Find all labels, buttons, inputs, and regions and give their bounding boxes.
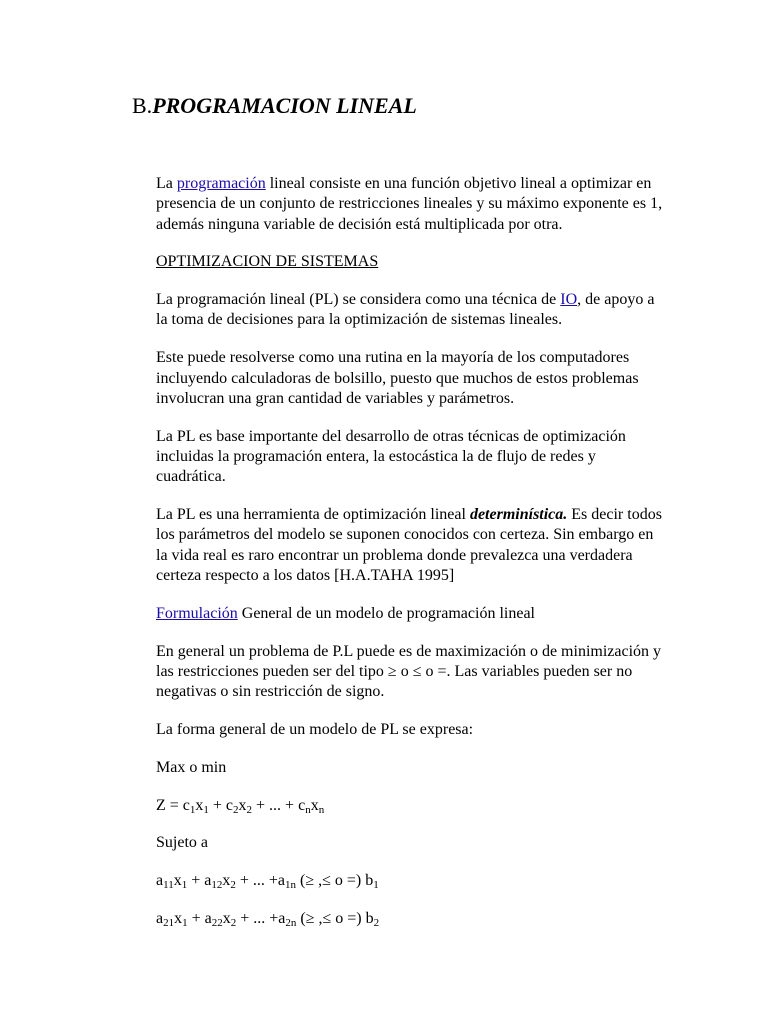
- paragraph-pl-definition: [156, 290, 666, 331]
- paragraph-sujeto-a: Sujeto a: [156, 834, 208, 852]
- formulacion-link[interactable]: Formulación: [156, 604, 238, 622]
- pl-definition-end: , de apoyo a la toma de decisiones para la optimización de sistemas lineales.: [156, 291, 655, 329]
- subsection-title: [156, 252, 666, 272]
- deterministica-emphasis: determinística.: [469, 506, 568, 524]
- paragraph-formulacion: [156, 604, 666, 624]
- programacion-link[interactable]: programación: [176, 175, 266, 192]
- heading-title: PROGRAMACION LINEAL: [152, 93, 417, 118]
- paragraph-general: En general un problema de P.L puede es de maximización o de minimización y las restricciones pueden ser del tipo ≥ o ≤ o =. Las variables pueden ser no negativas o sin restricción de signo.: [156, 642, 662, 701]
- paragraph-max-min: Max o min: [156, 758, 227, 776]
- equation-constraint-2: $a_{21}x_1 + a_{22}x_2$ + ... $+a_{2n}$ (≥ ,≤ o =) $b_2$: [156, 909, 380, 929]
- paragraph-computadores: Este puede resolverse como una rutina en la mayoría de los computadores incluyendo calculadoras de bolsillo, puesto que muchos de estos problemas involucran una gran cantidad de variables y parámetros.: [156, 349, 639, 407]
- optimizacion-title: OPTIMIZACION DE SISTEMAS: [156, 253, 379, 271]
- formulacion-text: General de un modelo de programación lineal: [237, 604, 535, 622]
- equation-constraint-1: $a_{11}x_1 + a_{12}x_2$ + ... $+a_{1n}$ (≥ ,≤ o =) $b_1$: [156, 872, 379, 892]
- heading-prefix: B.: [132, 93, 153, 118]
- deterministica-end: Es decir todos los parámetros del modelo se suponen conocidos con certeza. Sin embargo en la vida real es raro encontrar un problema donde prevalezca una verdadera certeza respecto a los datos [H.A.TAHA 1995]: [156, 506, 662, 584]
- equation-objective: $Z = c_1x_1 + c_2x_2$ + ... + $c_nx_n$: [156, 796, 325, 816]
- document-body: [156, 174, 666, 947]
- paragraph-intro: [156, 174, 666, 235]
- io-link[interactable]: IO: [560, 291, 578, 309]
- paragraph-deterministica: [156, 505, 666, 586]
- section-heading: [132, 92, 417, 120]
- paragraph-base-importante: La PL es base importante del desarrollo de otras técnicas de optimización incluidas la programación entera, la estocástica la de flujo de redes y cuadrática.: [156, 427, 626, 486]
- intro-text-start: La: [156, 175, 177, 192]
- deterministica-start: La PL es una herramienta de optimización lineal: [156, 506, 470, 524]
- paragraph-forma-general: La forma general de un modelo de PL se expresa:: [156, 720, 474, 738]
- pl-definition-start: La programación lineal (PL) se considera como una técnica de: [156, 291, 561, 309]
- intro-text-end: lineal consiste en una función objetivo lineal a optimizar en presencia de un conjunto de restricciones lineales y su máximo exponente es 1, además ninguna variable de decisión está multiplicada por otra.: [156, 175, 663, 233]
